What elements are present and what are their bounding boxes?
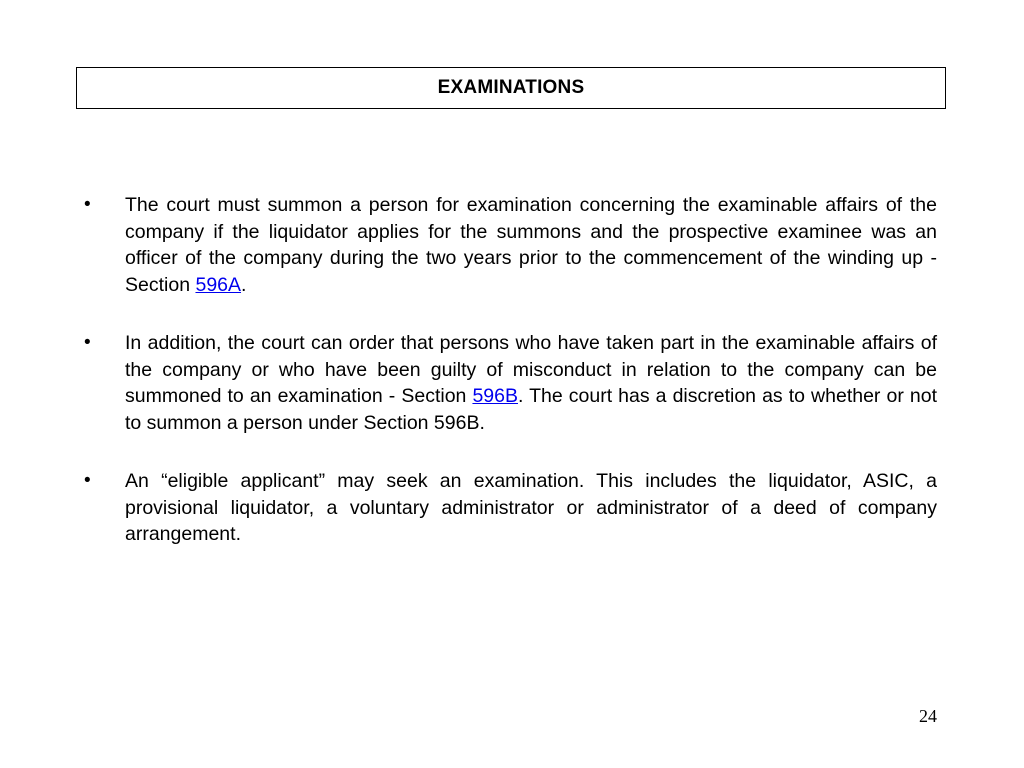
bullet-2-text: In addition, the court can order that persons who have taken part in the examinable affairs of the company or who have been guilty of misconduct in relation to the company can be summoned to an examination - Section — [125, 332, 937, 407]
slide-title: EXAMINATIONS — [437, 77, 585, 98]
bullet-icon: • — [84, 470, 91, 491]
bullet-item-1 — [84, 192, 937, 298]
bullet-text-1 — [125, 192, 937, 298]
section-596a-link[interactable]: 596A — [195, 273, 242, 296]
page-number: 24 — [919, 706, 937, 726]
bullet-2-text-end: . The court has a discretion as to whether or not to summon a person under Section 596B. — [125, 385, 937, 434]
bullet-list — [84, 192, 937, 580]
section-596b-link[interactable]: 596B — [472, 385, 518, 407]
bullet-icon: • — [84, 332, 91, 353]
bullet-1-text: The court must summon a person for examination concerning the examinable affairs of the company if the liquidator applies for the summons and the prospective examinee was an officer of the company during the two years prior to the commencement of the winding up - Section — [125, 194, 937, 296]
bullet-text-2 — [125, 330, 937, 436]
bullet-text-3 — [125, 468, 937, 548]
bullet-3-text: An “eligible applicant” may seek an examination. This includes the liquidator, ASIC, a provisional liquidator, a voluntary administrator or administrator of a deed of company arrangement. — [125, 470, 937, 545]
slide-title-box — [76, 67, 946, 109]
bullet-1-text-end: . — [241, 273, 247, 296]
bullet-item-2 — [84, 330, 937, 436]
bullet-icon: • — [84, 194, 91, 215]
bullet-item-3 — [84, 468, 937, 548]
